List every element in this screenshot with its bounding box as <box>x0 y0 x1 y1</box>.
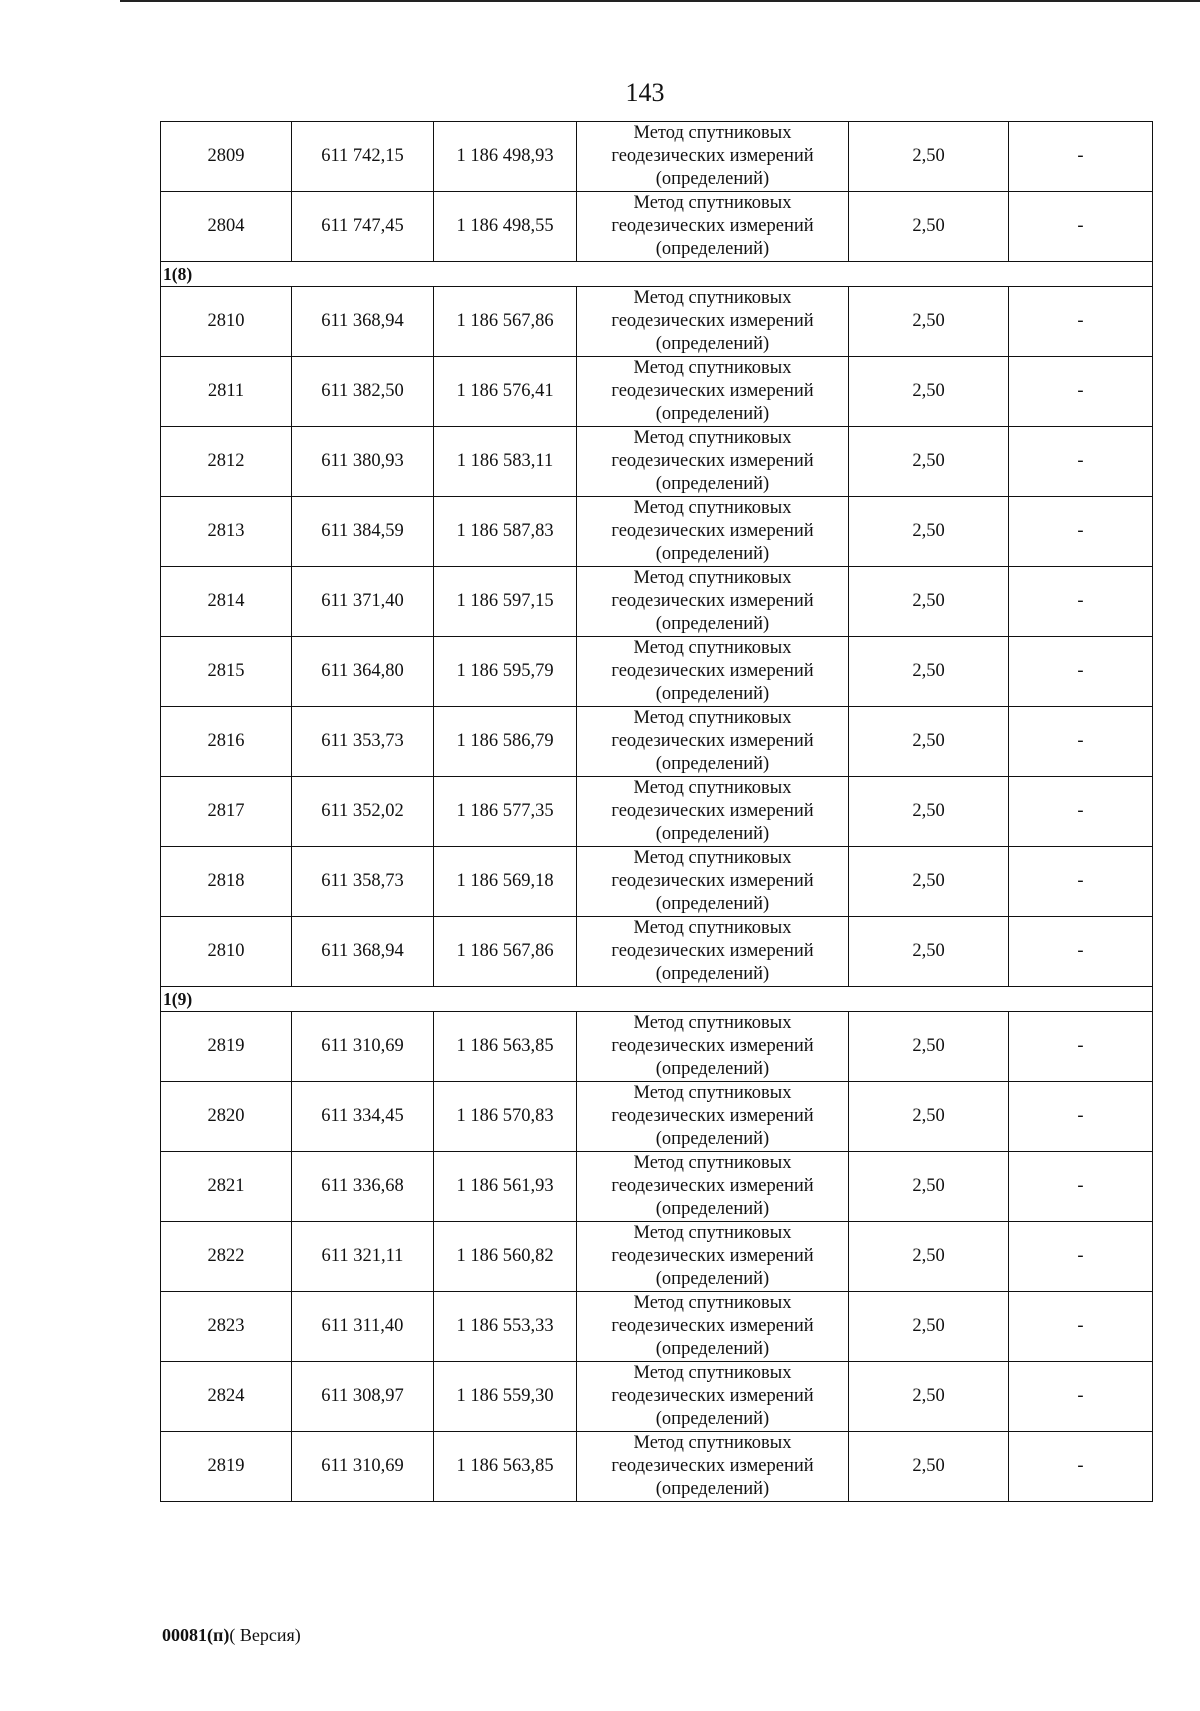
method-cell <box>577 287 849 357</box>
point-number-cell: 2812 <box>161 427 292 497</box>
method-line: (определений) <box>655 684 770 704</box>
table-row <box>161 122 1153 192</box>
x-coordinate-cell: 611 364,80 <box>292 637 434 707</box>
x-coordinate-cell: 611 358,73 <box>292 847 434 917</box>
precision-cell: 2,50 <box>849 1152 1009 1222</box>
point-number-cell: 2821 <box>161 1152 292 1222</box>
page-top-rule <box>120 0 1200 2</box>
table-row <box>161 777 1153 847</box>
method-line: (определений) <box>655 614 770 634</box>
method-line: геодезических измерений <box>611 1246 814 1266</box>
method-cell <box>577 567 849 637</box>
table-row <box>161 357 1153 427</box>
coordinates-table <box>160 121 1153 1502</box>
table-row <box>161 917 1153 987</box>
precision-cell: 2,50 <box>849 1292 1009 1362</box>
method-line: Метод спутниковых <box>633 1153 792 1173</box>
x-coordinate-cell: 611 310,69 <box>292 1432 434 1502</box>
description-cell: - <box>1009 847 1153 917</box>
y-coordinate-cell: 1 186 567,86 <box>434 917 577 987</box>
method-line: (определений) <box>655 404 770 424</box>
precision-cell: 2,50 <box>849 1012 1009 1082</box>
method-cell <box>577 1292 849 1362</box>
method-line: геодезических измерений <box>611 521 814 541</box>
method-line: геодезических измерений <box>611 451 814 471</box>
method-line: Метод спутниковых <box>633 1013 792 1033</box>
x-coordinate-cell: 611 747,45 <box>292 192 434 262</box>
footer-code: 00081(п) <box>162 1625 230 1645</box>
y-coordinate-cell: 1 186 577,35 <box>434 777 577 847</box>
y-coordinate-cell: 1 186 583,11 <box>434 427 577 497</box>
point-number-cell: 2813 <box>161 497 292 567</box>
point-number-cell: 2811 <box>161 357 292 427</box>
method-line: геодезических измерений <box>611 1176 814 1196</box>
precision-cell: 2,50 <box>849 847 1009 917</box>
x-coordinate-cell: 611 368,94 <box>292 917 434 987</box>
method-line: (определений) <box>655 964 770 984</box>
method-line: геодезических измерений <box>611 311 814 331</box>
description-cell: - <box>1009 497 1153 567</box>
method-line: геодезических измерений <box>611 1036 814 1056</box>
method-line: Метод спутниковых <box>633 123 792 143</box>
method-line: Метод спутниковых <box>633 1223 792 1243</box>
method-line: геодезических измерений <box>611 591 814 611</box>
description-cell: - <box>1009 1432 1153 1502</box>
precision-cell: 2,50 <box>849 1362 1009 1432</box>
y-coordinate-cell: 1 186 553,33 <box>434 1292 577 1362</box>
y-coordinate-cell: 1 186 563,85 <box>434 1012 577 1082</box>
precision-cell: 2,50 <box>849 567 1009 637</box>
table-row <box>161 192 1153 262</box>
point-number-cell: 2818 <box>161 847 292 917</box>
method-cell <box>577 1012 849 1082</box>
precision-cell: 2,50 <box>849 1432 1009 1502</box>
y-coordinate-cell: 1 186 586,79 <box>434 707 577 777</box>
table-row <box>161 847 1153 917</box>
y-coordinate-cell: 1 186 595,79 <box>434 637 577 707</box>
precision-cell: 2,50 <box>849 192 1009 262</box>
method-cell <box>577 1222 849 1292</box>
method-cell <box>577 917 849 987</box>
precision-cell: 2,50 <box>849 122 1009 192</box>
method-cell <box>577 497 849 567</box>
y-coordinate-cell: 1 186 567,86 <box>434 287 577 357</box>
method-line: Метод спутниковых <box>633 1293 792 1313</box>
table-row <box>161 707 1153 777</box>
y-coordinate-cell: 1 186 498,93 <box>434 122 577 192</box>
precision-cell: 2,50 <box>849 287 1009 357</box>
table-row <box>161 1152 1153 1222</box>
method-line: (определений) <box>655 1199 770 1219</box>
method-line: геодезических измерений <box>611 381 814 401</box>
method-line: геодезических измерений <box>611 216 814 236</box>
coordinates-table-body <box>161 122 1153 1502</box>
point-number-cell: 2819 <box>161 1432 292 1502</box>
y-coordinate-cell: 1 186 559,30 <box>434 1362 577 1432</box>
method-line: Метод спутниковых <box>633 638 792 658</box>
method-line: (определений) <box>655 1059 770 1079</box>
method-line: (определений) <box>655 169 770 189</box>
precision-cell: 2,50 <box>849 707 1009 777</box>
method-line: Метод спутниковых <box>633 568 792 588</box>
table-row <box>161 1012 1153 1082</box>
y-coordinate-cell: 1 186 563,85 <box>434 1432 577 1502</box>
description-cell: - <box>1009 637 1153 707</box>
description-cell: - <box>1009 1222 1153 1292</box>
method-line: (определений) <box>655 334 770 354</box>
x-coordinate-cell: 611 308,97 <box>292 1362 434 1432</box>
group-label: 1(8) <box>161 262 1153 287</box>
method-line: (определений) <box>655 1269 770 1289</box>
method-line: Метод спутниковых <box>633 848 792 868</box>
description-cell: - <box>1009 1082 1153 1152</box>
x-coordinate-cell: 611 742,15 <box>292 122 434 192</box>
method-line: Метод спутниковых <box>633 358 792 378</box>
description-cell: - <box>1009 777 1153 847</box>
y-coordinate-cell: 1 186 587,83 <box>434 497 577 567</box>
table-row <box>161 1292 1153 1362</box>
x-coordinate-cell: 611 371,40 <box>292 567 434 637</box>
method-cell <box>577 1082 849 1152</box>
method-line: геодезических измерений <box>611 146 814 166</box>
table-row <box>161 497 1153 567</box>
point-number-cell: 2822 <box>161 1222 292 1292</box>
method-line: Метод спутниковых <box>633 193 792 213</box>
method-line: геодезических измерений <box>611 1106 814 1126</box>
point-number-cell: 2809 <box>161 122 292 192</box>
method-line: Метод спутниковых <box>633 498 792 518</box>
description-cell: - <box>1009 1152 1153 1222</box>
description-cell: - <box>1009 1362 1153 1432</box>
method-line: Метод спутниковых <box>633 918 792 938</box>
table-group-row <box>161 987 1153 1012</box>
precision-cell: 2,50 <box>849 777 1009 847</box>
method-cell <box>577 427 849 497</box>
footer-version: ( Версия) <box>229 1625 301 1645</box>
description-cell: - <box>1009 1292 1153 1362</box>
method-cell <box>577 122 849 192</box>
point-number-cell: 2820 <box>161 1082 292 1152</box>
point-number-cell: 2810 <box>161 917 292 987</box>
y-coordinate-cell: 1 186 576,41 <box>434 357 577 427</box>
point-number-cell: 2804 <box>161 192 292 262</box>
point-number-cell: 2824 <box>161 1362 292 1432</box>
method-line: Метод спутниковых <box>633 1083 792 1103</box>
method-line: (определений) <box>655 1129 770 1149</box>
method-line: геодезических измерений <box>611 871 814 891</box>
point-number-cell: 2810 <box>161 287 292 357</box>
table-row <box>161 1082 1153 1152</box>
method-line: (определений) <box>655 824 770 844</box>
description-cell: - <box>1009 707 1153 777</box>
description-cell: - <box>1009 1012 1153 1082</box>
method-cell <box>577 707 849 777</box>
method-line: геодезических измерений <box>611 1386 814 1406</box>
y-coordinate-cell: 1 186 561,93 <box>434 1152 577 1222</box>
method-line: геодезических измерений <box>611 731 814 751</box>
x-coordinate-cell: 611 384,59 <box>292 497 434 567</box>
method-line: геодезических измерений <box>611 1456 814 1476</box>
method-cell <box>577 847 849 917</box>
method-cell <box>577 357 849 427</box>
y-coordinate-cell: 1 186 570,83 <box>434 1082 577 1152</box>
table-group-row <box>161 262 1153 287</box>
method-line: Метод спутниковых <box>633 778 792 798</box>
method-line: (определений) <box>655 1479 770 1499</box>
description-cell: - <box>1009 427 1153 497</box>
table-row <box>161 567 1153 637</box>
point-number-cell: 2817 <box>161 777 292 847</box>
method-line: Метод спутниковых <box>633 1433 792 1453</box>
document-footer-code <box>162 1625 301 1646</box>
method-line: Метод спутниковых <box>633 288 792 308</box>
method-cell <box>577 192 849 262</box>
method-line: Метод спутниковых <box>633 1363 792 1383</box>
y-coordinate-cell: 1 186 498,55 <box>434 192 577 262</box>
y-coordinate-cell: 1 186 597,15 <box>434 567 577 637</box>
group-label: 1(9) <box>161 987 1153 1012</box>
x-coordinate-cell: 611 380,93 <box>292 427 434 497</box>
precision-cell: 2,50 <box>849 427 1009 497</box>
method-line: (определений) <box>655 239 770 259</box>
precision-cell: 2,50 <box>849 637 1009 707</box>
method-cell <box>577 637 849 707</box>
x-coordinate-cell: 611 368,94 <box>292 287 434 357</box>
method-cell <box>577 1432 849 1502</box>
precision-cell: 2,50 <box>849 357 1009 427</box>
point-number-cell: 2815 <box>161 637 292 707</box>
x-coordinate-cell: 611 310,69 <box>292 1012 434 1082</box>
method-cell <box>577 1152 849 1222</box>
method-line: геодезических измерений <box>611 941 814 961</box>
description-cell: - <box>1009 287 1153 357</box>
method-line: (определений) <box>655 544 770 564</box>
point-number-cell: 2814 <box>161 567 292 637</box>
method-line: Метод спутниковых <box>633 708 792 728</box>
x-coordinate-cell: 611 321,11 <box>292 1222 434 1292</box>
description-cell: - <box>1009 122 1153 192</box>
x-coordinate-cell: 611 382,50 <box>292 357 434 427</box>
point-number-cell: 2819 <box>161 1012 292 1082</box>
method-line: (определений) <box>655 1409 770 1429</box>
precision-cell: 2,50 <box>849 1082 1009 1152</box>
table-row <box>161 427 1153 497</box>
table-row <box>161 637 1153 707</box>
method-line: геодезических измерений <box>611 1316 814 1336</box>
x-coordinate-cell: 611 334,45 <box>292 1082 434 1152</box>
method-line: геодезических измерений <box>611 801 814 821</box>
method-line: (определений) <box>655 474 770 494</box>
point-number-cell: 2823 <box>161 1292 292 1362</box>
table-row <box>161 287 1153 357</box>
table-row <box>161 1432 1153 1502</box>
precision-cell: 2,50 <box>849 1222 1009 1292</box>
x-coordinate-cell: 611 311,40 <box>292 1292 434 1362</box>
method-line: геодезических измерений <box>611 661 814 681</box>
description-cell: - <box>1009 357 1153 427</box>
method-cell <box>577 1362 849 1432</box>
description-cell: - <box>1009 192 1153 262</box>
method-line: (определений) <box>655 754 770 774</box>
method-cell <box>577 777 849 847</box>
table-row <box>161 1222 1153 1292</box>
x-coordinate-cell: 611 352,02 <box>292 777 434 847</box>
x-coordinate-cell: 611 336,68 <box>292 1152 434 1222</box>
page-number: 143 <box>625 78 665 107</box>
method-line: (определений) <box>655 1339 770 1359</box>
description-cell: - <box>1009 567 1153 637</box>
method-line: Метод спутниковых <box>633 428 792 448</box>
method-line: (определений) <box>655 894 770 914</box>
precision-cell: 2,50 <box>849 917 1009 987</box>
y-coordinate-cell: 1 186 569,18 <box>434 847 577 917</box>
y-coordinate-cell: 1 186 560,82 <box>434 1222 577 1292</box>
point-number-cell: 2816 <box>161 707 292 777</box>
description-cell: - <box>1009 917 1153 987</box>
x-coordinate-cell: 611 353,73 <box>292 707 434 777</box>
precision-cell: 2,50 <box>849 497 1009 567</box>
table-row <box>161 1362 1153 1432</box>
